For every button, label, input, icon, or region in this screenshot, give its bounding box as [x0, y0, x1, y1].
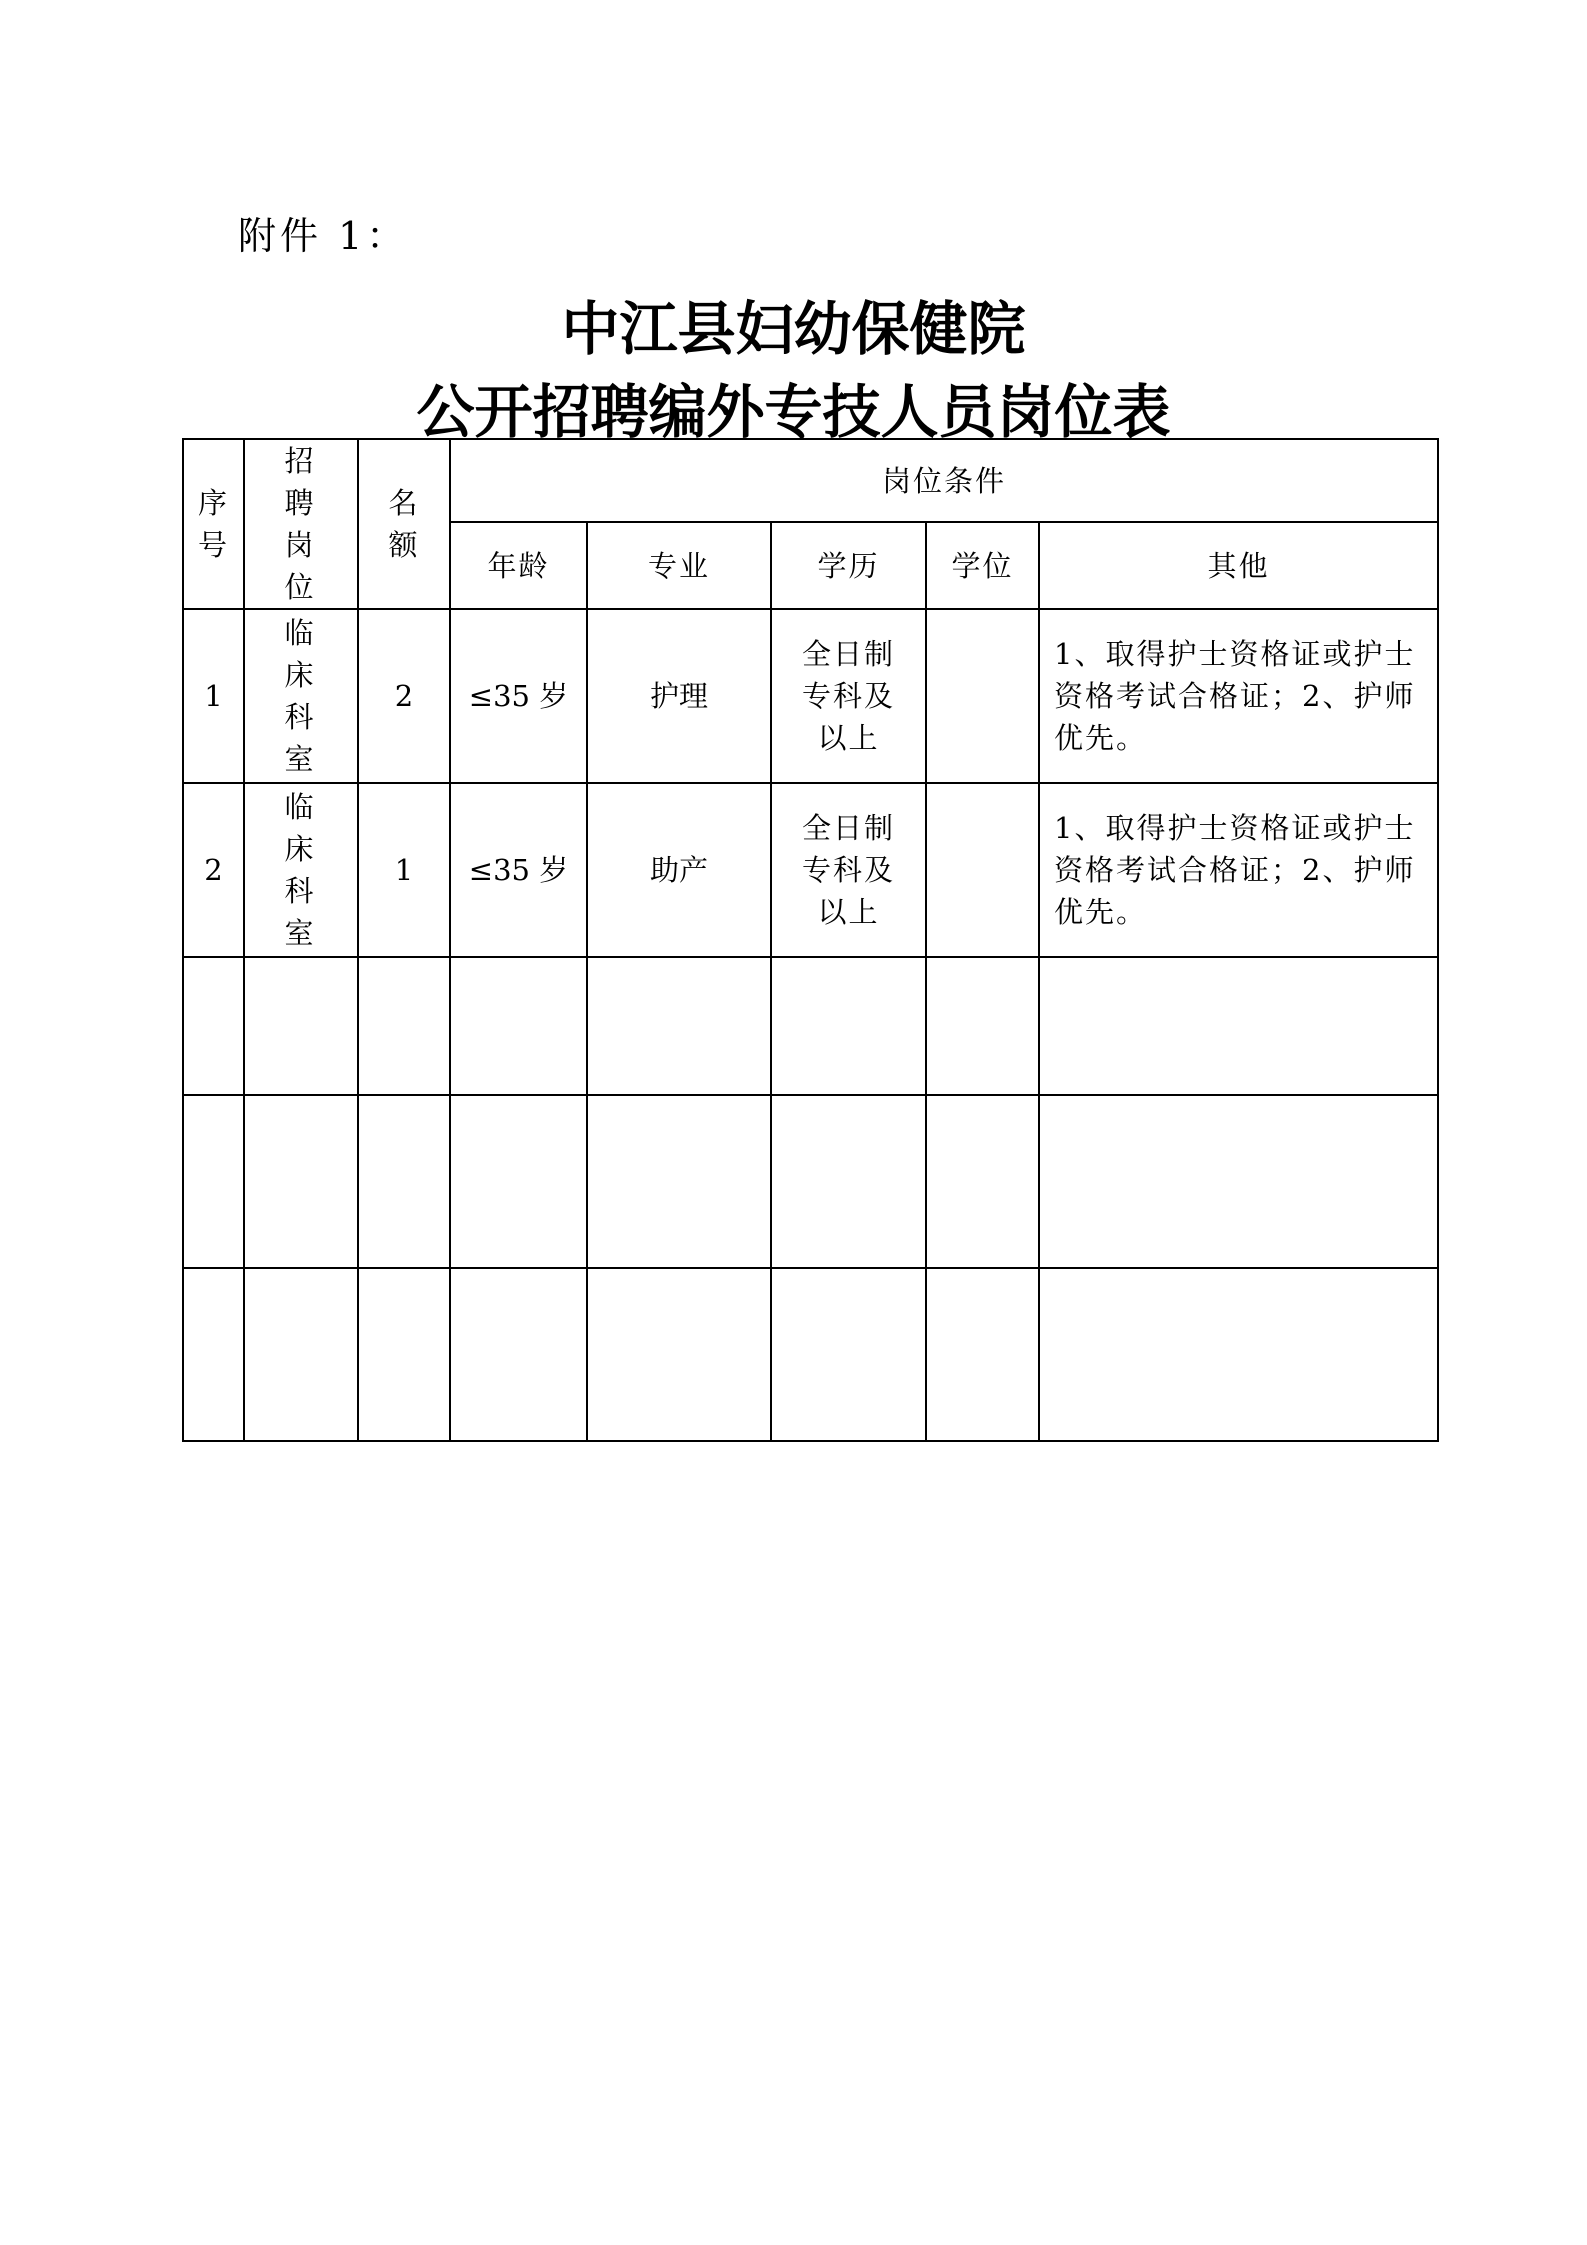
table-row-empty — [183, 1268, 1438, 1441]
empty-cell — [244, 1268, 358, 1441]
cell-degree — [926, 783, 1039, 957]
empty-cell — [1039, 957, 1438, 1095]
empty-cell — [450, 1268, 587, 1441]
empty-cell — [183, 1095, 244, 1268]
cell-position: 临床科室 — [244, 783, 358, 957]
table-row-empty — [183, 957, 1438, 1095]
cell-seq: 2 — [183, 783, 244, 957]
empty-cell — [450, 1095, 587, 1268]
empty-cell — [1039, 1095, 1438, 1268]
header-seq: 序号 — [183, 439, 244, 609]
header-other: 其他 — [1039, 522, 1438, 609]
header-quota: 名额 — [358, 439, 450, 609]
empty-cell — [587, 1268, 771, 1441]
empty-cell — [587, 957, 771, 1095]
empty-cell — [1039, 1268, 1438, 1441]
header-age: 年龄 — [450, 522, 587, 609]
empty-cell — [450, 957, 587, 1095]
header-education: 学历 — [771, 522, 926, 609]
cell-age: ≤35 岁 — [450, 609, 587, 783]
table-row-empty — [183, 1095, 1438, 1268]
positions-table-container — [182, 438, 1437, 1401]
table-header-row-1 — [183, 439, 1438, 522]
cell-quota: 1 — [358, 783, 450, 957]
header-position: 招聘岗位 — [244, 439, 358, 609]
cell-major: 助产 — [587, 783, 771, 957]
cell-age: ≤35 岁 — [450, 783, 587, 957]
table-row — [183, 783, 1438, 957]
header-major: 专业 — [587, 522, 771, 609]
cell-other: 1、取得护士资格证或护士资格考试合格证；2、护师优先。 — [1039, 783, 1438, 957]
empty-cell — [244, 957, 358, 1095]
positions-table — [182, 438, 1439, 1442]
document-title-line-2: 公开招聘编外专技人员岗位表 — [416, 378, 1171, 446]
empty-cell — [926, 1268, 1039, 1441]
cell-education: 全日制专科及以上 — [771, 783, 926, 957]
cell-quota: 2 — [358, 609, 450, 783]
cell-seq: 1 — [183, 609, 244, 783]
cell-position: 临床科室 — [244, 609, 358, 783]
table-row — [183, 609, 1438, 783]
empty-cell — [771, 957, 926, 1095]
cell-degree — [926, 609, 1039, 783]
empty-cell — [358, 1268, 450, 1441]
empty-cell — [358, 1095, 450, 1268]
empty-cell — [587, 1095, 771, 1268]
cell-education: 全日制专科及以上 — [771, 609, 926, 783]
document-title-line-1: 中江县妇幼保健院 — [561, 295, 1026, 363]
cell-other: 1、取得护士资格证或护士资格考试合格证；2、护师优先。 — [1039, 609, 1438, 783]
empty-cell — [183, 1268, 244, 1441]
empty-cell — [926, 1095, 1039, 1268]
empty-cell — [358, 957, 450, 1095]
empty-cell — [771, 1268, 926, 1441]
header-degree: 学位 — [926, 522, 1039, 609]
empty-cell — [771, 1095, 926, 1268]
attachment-label: 附件 1： — [238, 214, 409, 258]
header-conditions: 岗位条件 — [450, 439, 1438, 522]
cell-major: 护理 — [587, 609, 771, 783]
empty-cell — [244, 1095, 358, 1268]
empty-cell — [183, 957, 244, 1095]
empty-cell — [926, 957, 1039, 1095]
